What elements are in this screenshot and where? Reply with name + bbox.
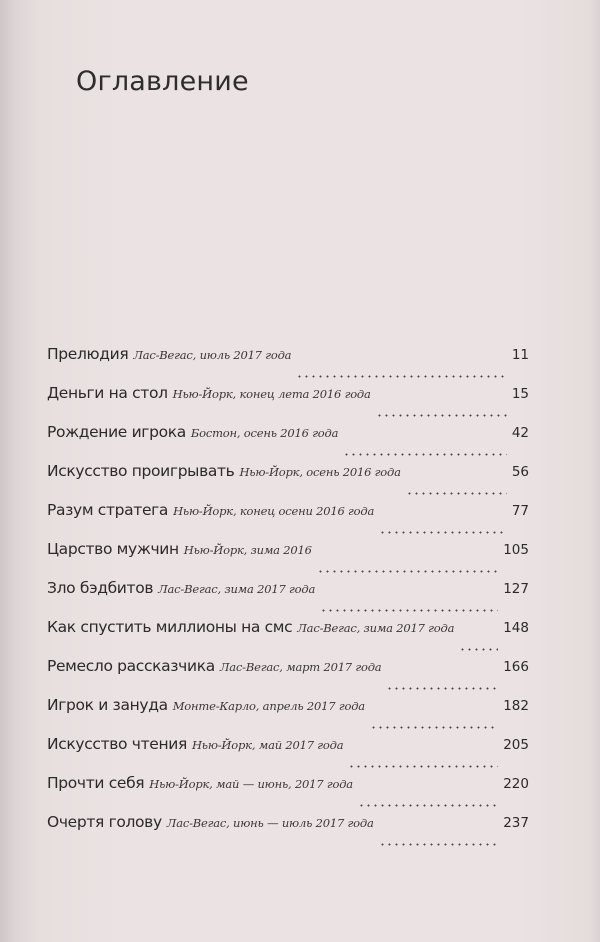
chapter-place: Бостон, осень 2016 года — [190, 426, 339, 440]
chapter-place: Нью-Йорк, зима 2016 — [183, 543, 312, 557]
page-number: 105 — [503, 542, 529, 558]
toc-entry — [47, 501, 529, 540]
page-number: 11 — [511, 347, 529, 363]
page-number: 15 — [511, 386, 529, 402]
page-number: 182 — [503, 698, 529, 714]
page-number: 148 — [503, 620, 529, 636]
chapter-title: Деньги на стол — [47, 384, 168, 402]
toc-entry — [47, 384, 529, 423]
toc-entry — [47, 813, 529, 852]
page-number: 166 — [503, 659, 529, 675]
chapter-place: Лас-Вегас, июнь — июль 2017 года — [166, 816, 374, 830]
page-number: 127 — [503, 581, 529, 597]
chapter-place: Нью-Йорк, конец лета 2016 года — [172, 387, 371, 401]
chapter-place: Нью-Йорк, конец осени 2016 года — [173, 504, 375, 518]
chapter-title: Искусство чтения — [47, 735, 187, 753]
dot-leader — [386, 687, 498, 690]
toc-entry — [47, 774, 529, 813]
toc-entry — [47, 735, 529, 774]
dot-leader — [459, 648, 498, 651]
dot-leader — [376, 414, 507, 417]
dot-leader — [317, 570, 498, 573]
chapter-title: Ремесло рассказчика — [47, 657, 215, 675]
chapter-title: Зло бэдбитов — [47, 579, 154, 597]
table-of-contents — [47, 345, 529, 852]
chapter-title: Царство мужчин — [47, 540, 179, 558]
toc-entry — [47, 696, 529, 735]
chapter-title: Рождение игрока — [47, 423, 186, 441]
dot-leader — [320, 609, 498, 612]
chapter-place: Монте-Карло, апрель 2017 года — [172, 699, 365, 713]
chapter-place: Нью-Йорк, май — июнь, 2017 года — [149, 777, 353, 791]
chapter-title: Как спустить миллионы на смс — [47, 618, 293, 636]
chapter-place: Нью-Йорк, май 2017 года — [191, 738, 344, 752]
page-number: 42 — [511, 425, 529, 441]
chapter-title: Разум стратега — [47, 501, 169, 519]
dot-leader — [370, 726, 498, 729]
toc-entry — [47, 579, 529, 618]
toc-entry — [47, 462, 529, 501]
chapter-place: Лас-Вегас, зима 2017 года — [297, 621, 455, 635]
toc-entry — [47, 423, 529, 462]
toc-entry — [47, 618, 529, 657]
chapter-title: Прочти себя — [47, 774, 145, 792]
chapter-title: Очертя голову — [47, 813, 162, 831]
toc-entry — [47, 345, 529, 384]
page-number: 205 — [503, 737, 529, 753]
dot-leader — [379, 843, 499, 846]
page-number: 237 — [503, 815, 529, 831]
page-number: 77 — [511, 503, 529, 519]
chapter-place: Лас-Вегас, зима 2017 года — [158, 582, 316, 596]
chapter-title: Прелюдия — [47, 345, 129, 363]
page-number: 220 — [503, 776, 529, 792]
chapter-place: Лас-Вегас, март 2017 года — [219, 660, 382, 674]
toc-entry — [47, 657, 529, 696]
page-number: 56 — [511, 464, 529, 480]
chapter-place: Лас-Вегас, июль 2017 года — [133, 348, 292, 362]
dot-leader — [348, 765, 498, 768]
chapter-title: Игрок и зануда — [47, 696, 168, 714]
dot-leader — [358, 804, 498, 807]
dot-leader — [379, 531, 507, 534]
page-title: Оглавление — [76, 66, 249, 97]
chapter-place: Нью-Йорк, осень 2016 года — [239, 465, 401, 479]
dot-leader — [296, 375, 506, 378]
dot-leader — [406, 492, 507, 495]
chapter-title: Искусство проигрывать — [47, 462, 235, 480]
dot-leader — [343, 453, 507, 456]
toc-entry — [47, 540, 529, 579]
